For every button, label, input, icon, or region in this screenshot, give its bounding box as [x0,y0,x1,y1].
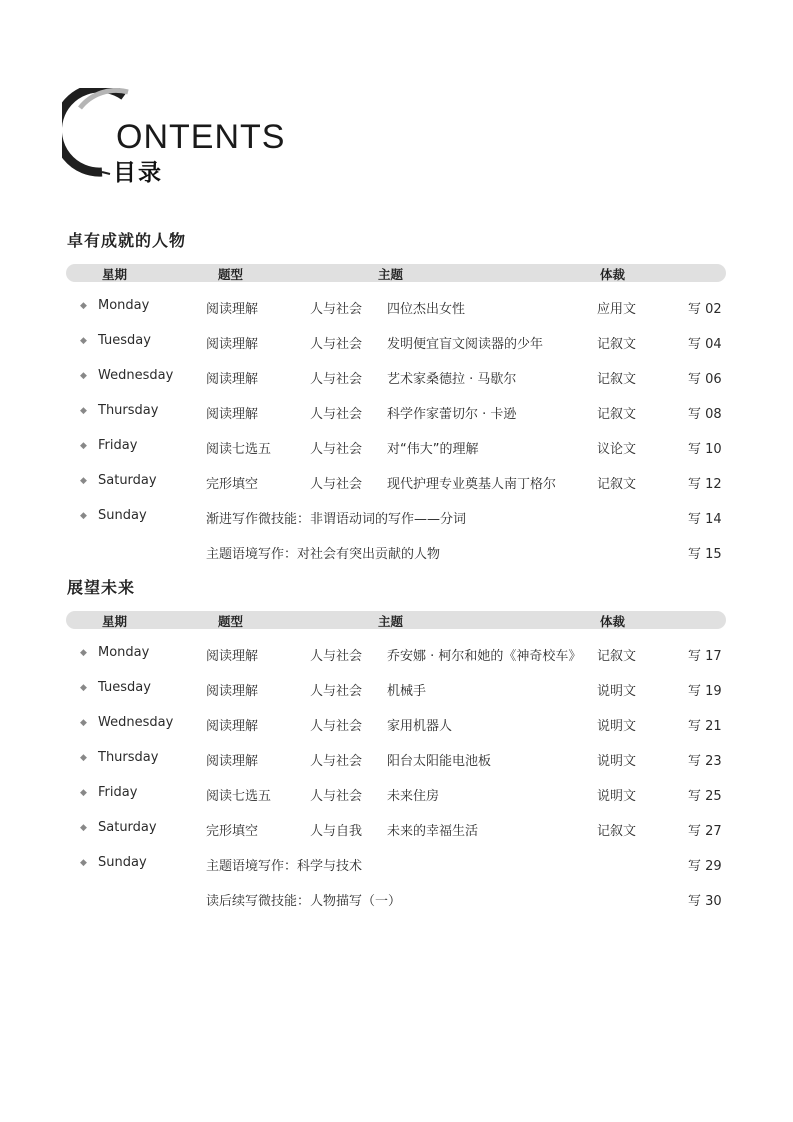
row-category: 人与自我 [310,824,363,839]
logo-text: ONTENTS [116,118,286,156]
section-title: 卓有成就的人物 [67,231,187,250]
header-genre: 体裁 [600,267,626,282]
table-row[interactable] [0,368,793,388]
row-genre: 记叙文 [597,337,637,352]
table-row[interactable] [0,890,793,910]
row-page: 写 12 [688,477,722,492]
section-title: 展望未来 [67,578,136,597]
row-day: Friday [98,785,138,800]
row-category: 人与社会 [310,649,363,664]
row-day: Sunday [98,855,147,870]
diamond-icon: ◆ [80,301,87,311]
row-page: 写 29 [688,859,722,874]
row-category: 人与社会 [310,372,363,387]
row-category: 人与社会 [310,754,363,769]
diamond-icon: ◆ [80,788,87,798]
row-page: 写 06 [688,372,722,387]
row-genre: 记叙文 [597,477,637,492]
row-type: 阅读理解 [206,337,259,352]
row-category: 人与社会 [310,302,363,317]
header-topic: 主题 [378,614,404,629]
row-day: Saturday [98,473,157,488]
row-genre: 说明文 [597,719,637,734]
row-category: 人与社会 [310,442,363,457]
header-day: 星期 [102,267,128,282]
row-page: 写 02 [688,302,722,317]
table-row[interactable] [0,403,793,423]
row-genre: 记叙文 [597,372,637,387]
row-page: 写 14 [688,512,722,527]
header-genre: 体裁 [600,614,626,629]
row-type: 阅读理解 [206,649,259,664]
table-row[interactable] [0,438,793,458]
row-topic: 对“伟大”的理解 [387,442,479,457]
table-row[interactable] [0,333,793,353]
row-genre: 说明文 [597,789,637,804]
row-day: Wednesday [98,715,174,730]
row-topic: 科学作家蕾切尔 · 卡逊 [387,407,517,422]
diamond-icon: ◆ [80,511,87,521]
row-topic: 艺术家桑德拉 · 马歇尔 [387,372,517,387]
table-row[interactable] [0,298,793,318]
row-category: 人与社会 [310,719,363,734]
diamond-icon: ◆ [80,823,87,833]
row-genre: 记叙文 [597,649,637,664]
table-row[interactable] [0,715,793,735]
row-topic: 主题语境写作：对社会有突出贡献的人物 [206,547,441,562]
diamond-icon: ◆ [80,406,87,416]
table-row[interactable] [0,750,793,770]
row-genre: 说明文 [597,684,637,699]
row-type: 阅读理解 [206,719,259,734]
row-page: 写 23 [688,754,722,769]
table-row[interactable] [0,645,793,665]
row-day: Sunday [98,508,147,523]
contents-logo [62,88,302,188]
row-genre: 记叙文 [597,824,637,839]
table-row[interactable] [0,785,793,805]
diamond-icon: ◆ [80,476,87,486]
row-topic: 发明便宜盲文阅读器的少年 [387,337,544,352]
row-category: 人与社会 [310,477,363,492]
logo-subtitle: 目录 [113,160,163,186]
row-page: 写 30 [688,894,722,909]
row-page: 写 27 [688,824,722,839]
row-day: Monday [98,298,150,313]
row-type: 阅读理解 [206,372,259,387]
row-topic: 渐进写作微技能：非谓语动词的写作——分词 [206,512,467,527]
diamond-icon: ◆ [80,858,87,868]
row-day: Friday [98,438,138,453]
diamond-icon: ◆ [80,718,87,728]
row-topic: 机械手 [387,684,427,699]
row-topic: 乔安娜 · 柯尔和她的《神奇校车》 [387,649,582,664]
table-row[interactable] [0,543,793,563]
table-row[interactable] [0,820,793,840]
row-topic: 主题语境写作：科学与技术 [206,859,363,874]
row-type: 阅读理解 [206,302,259,317]
row-category: 人与社会 [310,789,363,804]
row-type: 阅读七选五 [206,789,272,804]
diamond-icon: ◆ [80,648,87,658]
row-page: 写 25 [688,789,722,804]
table-row[interactable] [0,508,793,528]
row-type: 阅读七选五 [206,442,272,457]
row-page: 写 08 [688,407,722,422]
row-genre: 议论文 [597,442,637,457]
row-page: 写 17 [688,649,722,664]
row-page: 写 19 [688,684,722,699]
row-topic: 家用机器人 [387,719,453,734]
diamond-icon: ◆ [80,441,87,451]
row-type: 完形填空 [206,477,259,492]
table-row[interactable] [0,855,793,875]
diamond-icon: ◆ [80,753,87,763]
row-day: Wednesday [98,368,174,383]
row-topic: 读后续写微技能：人物描写（一） [206,894,402,909]
row-topic: 四位杰出女性 [387,302,466,317]
row-genre: 说明文 [597,754,637,769]
row-topic: 阳台太阳能电池板 [387,754,492,769]
header-day: 星期 [102,614,128,629]
row-page: 写 15 [688,547,722,562]
table-header [66,611,726,629]
diamond-icon: ◆ [80,683,87,693]
row-type: 阅读理解 [206,407,259,422]
row-day: Thursday [98,750,159,765]
row-topic: 未来的幸福生活 [387,824,479,839]
row-page: 写 21 [688,719,722,734]
table-header [66,264,726,282]
row-type: 阅读理解 [206,754,259,769]
row-day: Saturday [98,820,157,835]
diamond-icon: ◆ [80,371,87,381]
row-day: Thursday [98,403,159,418]
table-row[interactable] [0,473,793,493]
header-type: 题型 [218,267,244,282]
row-page: 写 04 [688,337,722,352]
row-type: 完形填空 [206,824,259,839]
row-page: 写 10 [688,442,722,457]
header-type: 题型 [218,614,244,629]
row-day: Tuesday [98,680,151,695]
header-topic: 主题 [378,267,404,282]
row-topic: 现代护理专业奠基人南丁格尔 [387,477,557,492]
row-topic: 未来住房 [387,789,440,804]
row-day: Monday [98,645,150,660]
row-genre: 记叙文 [597,407,637,422]
row-category: 人与社会 [310,684,363,699]
row-day: Tuesday [98,333,151,348]
row-genre: 应用文 [597,302,637,317]
row-type: 阅读理解 [206,684,259,699]
diamond-icon: ◆ [80,336,87,346]
row-category: 人与社会 [310,337,363,352]
table-row[interactable] [0,680,793,700]
row-category: 人与社会 [310,407,363,422]
